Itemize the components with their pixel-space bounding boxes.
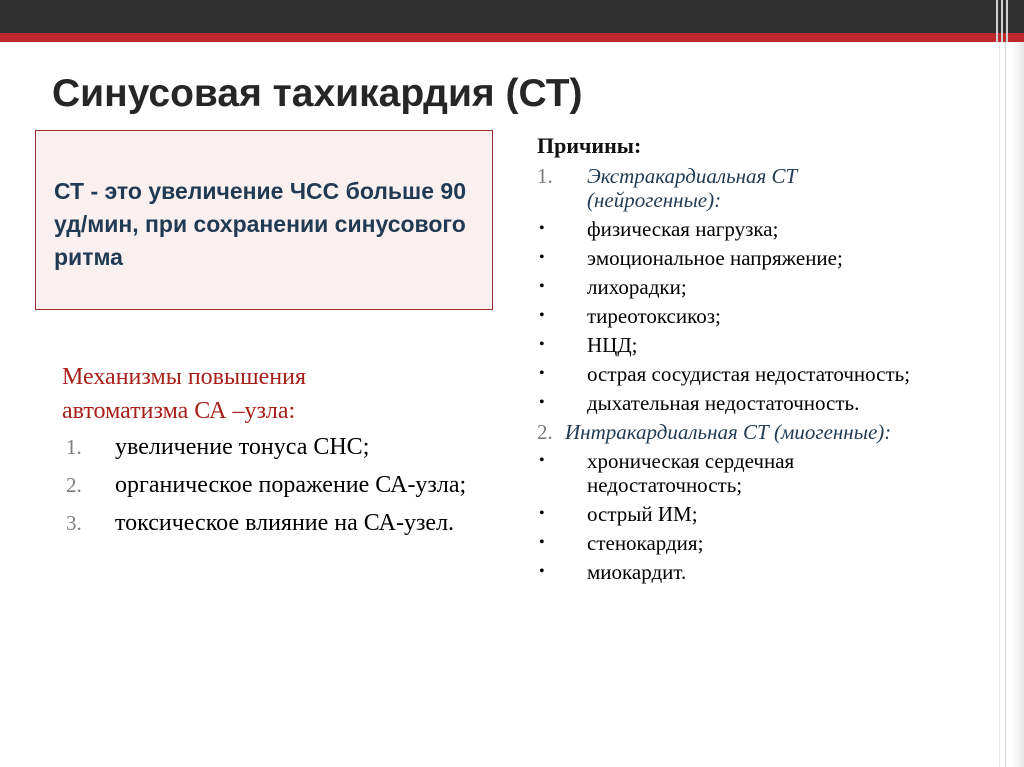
top-stripes-decoration (996, 0, 1012, 42)
list-number: 3. (66, 511, 82, 535)
list-item-text: НЦД; (587, 333, 638, 357)
definition-box (35, 130, 493, 310)
list-item-text: хроническая сердечная недостаточность; (587, 449, 795, 497)
bullet-icon: • (539, 365, 545, 382)
list-item (62, 470, 472, 501)
list-item (537, 502, 917, 526)
list-item (62, 508, 472, 539)
page-edge-line (999, 42, 1000, 767)
list-number: 1. (537, 164, 553, 188)
list-item (537, 275, 917, 299)
list-item-text: острый ИМ; (587, 502, 698, 526)
bullet-icon: • (539, 336, 545, 353)
list-item (537, 362, 917, 386)
intracardiac-heading (537, 420, 917, 444)
bullet-icon: • (539, 278, 545, 295)
bullet-icon: • (539, 563, 545, 580)
definition-text: СТ - это увеличение ЧСС больше 90 уд/мин, при сохранении синусового ритма (54, 178, 466, 270)
list-item-text: стенокардия; (587, 531, 704, 555)
list-item-text: тиреотоксикоз; (587, 304, 721, 328)
list-item-text: миокардит. (587, 560, 687, 584)
list-item-text: лихорадки; (587, 275, 687, 299)
list-item-text: острая сосудистая недостаточность; (587, 362, 911, 386)
slide-title: Синусовая тахикардия (СТ) (52, 72, 583, 115)
bullet-icon: • (539, 452, 545, 469)
list-item-text: Интракардиальная СТ (миогенные): (565, 420, 892, 444)
page-edge-line (1005, 42, 1006, 767)
extracardiac-heading (537, 164, 917, 212)
list-item (537, 333, 917, 357)
bullet-icon: • (539, 394, 545, 411)
list-item-text: Экстракардиальная СТ (нейрогенные): (587, 164, 798, 212)
list-item (537, 246, 917, 270)
list-item (537, 391, 917, 415)
list-number: 2. (537, 420, 553, 444)
list-number: 1. (66, 435, 82, 459)
list-item (537, 560, 917, 584)
list-item-text: дыхательная недостаточность. (587, 391, 860, 415)
list-item-text: физическая нагрузка; (587, 217, 779, 241)
top-bar (0, 0, 1024, 33)
list-number: 2. (66, 473, 82, 497)
bullet-icon: • (539, 505, 545, 522)
list-item (537, 531, 917, 555)
list-item (537, 217, 917, 241)
list-item (537, 449, 917, 497)
top-accent-stripe (0, 33, 1024, 42)
list-item-text: эмоциональное напряжение; (587, 246, 843, 270)
bullet-icon: • (539, 220, 545, 237)
bullet-icon: • (539, 534, 545, 551)
causes-heading: Причины: (537, 133, 642, 158)
list-item (62, 432, 472, 463)
mechanisms-list (62, 432, 472, 546)
causes-list (537, 164, 917, 589)
mechanisms-heading: Механизмы повышения автоматизма СА –узла: (62, 364, 306, 424)
list-item-text: органическое поражение СА-узла; (115, 472, 467, 498)
list-item-text: увеличение тонуса СНС; (115, 434, 370, 460)
list-item (537, 304, 917, 328)
bullet-icon: • (539, 307, 545, 324)
bullet-icon: • (539, 249, 545, 266)
list-item-text: токсическое влияние на СА-узел. (115, 510, 455, 536)
page-edge-shadow (1012, 42, 1024, 767)
